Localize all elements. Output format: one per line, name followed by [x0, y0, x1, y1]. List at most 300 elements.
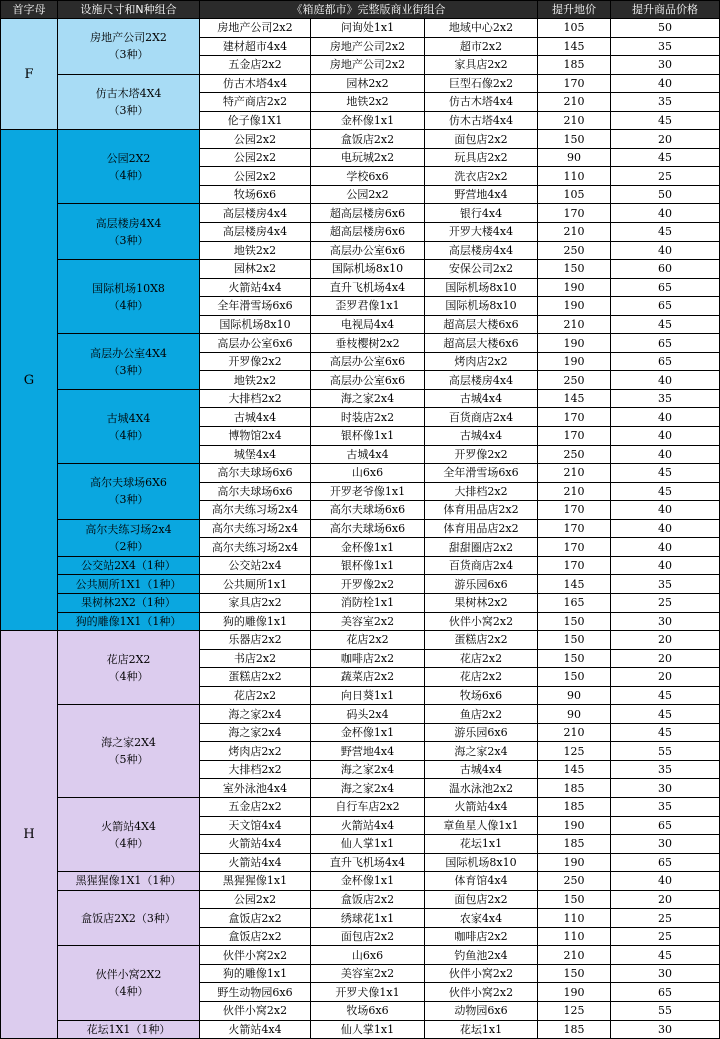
header-combo: 《箱庭都市》完整版商业街组合 — [200, 1, 538, 19]
combo-item-1: 书店2x2 — [200, 649, 311, 668]
land-value-cell: 190 — [538, 853, 611, 872]
combo-item-2: 高尔夫球场6x6 — [311, 519, 425, 538]
land-value-cell: 105 — [538, 19, 611, 38]
facility-name: 公共厕所1X1（1种） — [75, 577, 182, 591]
combo-item-2: 问询处1x1 — [311, 19, 425, 38]
land-value-cell: 170 — [538, 501, 611, 520]
combo-item-3: 巨型石像2x2 — [425, 74, 538, 93]
land-value-cell: 110 — [538, 167, 611, 186]
table-row — [1, 556, 720, 575]
price-cell: 45 — [611, 111, 720, 130]
facility-name: 公交站2X4（1种） — [81, 559, 176, 573]
facility-cell — [58, 593, 200, 612]
facility-cell — [58, 19, 200, 75]
facility-name: 盒饭店2X2（3种） — [81, 911, 176, 925]
table-row — [1, 575, 720, 594]
land-value-cell: 145 — [538, 389, 611, 408]
land-value-cell: 150 — [538, 890, 611, 909]
combo-item-2: 自行车店2x2 — [311, 797, 425, 816]
price-cell: 45 — [611, 148, 720, 167]
combo-item-1: 高尔夫练习场2x4 — [200, 501, 311, 520]
combo-item-2: 盒饭店2x2 — [311, 130, 425, 149]
combo-item-3: 体育用品店2x2 — [425, 501, 538, 520]
combo-item-3: 超市2x2 — [425, 37, 538, 56]
combo-item-3: 高层楼房4x4 — [425, 241, 538, 260]
combo-item-3: 百货商店2x4 — [425, 556, 538, 575]
combo-item-2: 银杯像1x1 — [311, 556, 425, 575]
facility-cell — [58, 946, 200, 1020]
table-row — [1, 260, 720, 279]
combo-item-1: 黑猩猩像1x1 — [200, 872, 311, 891]
combo-item-2: 金杯像1x1 — [311, 111, 425, 130]
facility-name: 仿古木塔4X4 — [95, 86, 162, 100]
combo-item-2: 码头2x4 — [311, 705, 425, 724]
land-value-cell: 90 — [538, 686, 611, 705]
price-cell: 25 — [611, 927, 720, 946]
facility-name: 国际机场10X8 — [92, 281, 165, 295]
combo-item-2: 地铁2x2 — [311, 93, 425, 112]
combo-item-3: 鱼店2x2 — [425, 705, 538, 724]
combo-item-1: 火箭站4x4 — [200, 853, 311, 872]
combo-item-2: 园林2x2 — [311, 74, 425, 93]
facility-name: 公园2X2 — [106, 151, 151, 165]
land-value-cell: 110 — [538, 927, 611, 946]
combo-item-2: 公园2x2 — [311, 185, 425, 204]
combo-item-3: 玩具店2x2 — [425, 148, 538, 167]
table-row — [1, 519, 720, 538]
facility-count: （3种） — [108, 233, 149, 247]
combo-item-3: 高层楼房4x4 — [425, 371, 538, 390]
facility-name: 高层楼房4X4 — [95, 216, 162, 230]
price-cell: 45 — [611, 705, 720, 724]
facility-count: （4种） — [108, 669, 149, 683]
combo-item-1: 家具店2x2 — [200, 593, 311, 612]
combo-item-2: 金杯像1x1 — [311, 723, 425, 742]
combo-item-3: 国际机场8x10 — [425, 297, 538, 316]
combo-item-3: 超高层大楼6x6 — [425, 334, 538, 353]
combo-item-2: 山6x6 — [311, 946, 425, 965]
combo-item-1: 花店2x2 — [200, 686, 311, 705]
facility-cell — [58, 556, 200, 575]
combo-item-2: 绣球花1x1 — [311, 909, 425, 928]
price-cell: 40 — [611, 445, 720, 464]
land-value-cell: 185 — [538, 56, 611, 75]
combo-item-2: 蔬菜店2x2 — [311, 668, 425, 687]
price-cell: 65 — [611, 297, 720, 316]
facility-cell — [58, 705, 200, 798]
combo-item-1: 伙伴小窝2x2 — [200, 946, 311, 965]
price-cell: 50 — [611, 185, 720, 204]
combo-item-3: 国际机场8x10 — [425, 853, 538, 872]
land-value-cell: 210 — [538, 93, 611, 112]
facility-count: （5种） — [108, 753, 149, 767]
facility-name: 花坛1X1（1种） — [86, 1022, 171, 1036]
combo-item-1: 五金店2x2 — [200, 56, 311, 75]
combo-item-3: 甜甜圈店2x2 — [425, 538, 538, 557]
combo-item-1: 烤肉店2x2 — [200, 742, 311, 761]
combo-item-1: 建材超市4x4 — [200, 37, 311, 56]
facility-count: （3种） — [108, 48, 149, 62]
land-value-cell: 210 — [538, 464, 611, 483]
price-cell: 45 — [611, 723, 720, 742]
price-cell: 35 — [611, 93, 720, 112]
combo-item-3: 面包店2x2 — [425, 130, 538, 149]
combo-item-2: 开罗犬像1x1 — [311, 983, 425, 1002]
facility-cell — [58, 519, 200, 556]
combo-item-2: 美容室2x2 — [311, 964, 425, 983]
price-cell: 30 — [611, 1020, 720, 1039]
facility-cell — [58, 260, 200, 334]
land-value-cell: 210 — [538, 482, 611, 501]
combo-item-1: 高层楼房4x4 — [200, 204, 311, 223]
combo-item-3: 古城4x4 — [425, 760, 538, 779]
land-value-cell: 190 — [538, 352, 611, 371]
land-value-cell: 250 — [538, 371, 611, 390]
combo-item-3: 花店2x2 — [425, 649, 538, 668]
combo-item-3: 古城4x4 — [425, 389, 538, 408]
land-value-cell: 170 — [538, 204, 611, 223]
land-value-cell: 90 — [538, 705, 611, 724]
table-row — [1, 612, 720, 631]
combo-item-1: 火箭站4x4 — [200, 1020, 311, 1039]
facility-name: 古城4X4 — [106, 411, 151, 425]
letter-cell: G — [1, 130, 58, 631]
land-value-cell: 250 — [538, 872, 611, 891]
combo-item-1: 国际机场8x10 — [200, 315, 311, 334]
combo-item-2: 银杯像1x1 — [311, 427, 425, 446]
land-value-cell: 250 — [538, 445, 611, 464]
combo-item-3: 果树林2x2 — [425, 593, 538, 612]
land-value-cell: 210 — [538, 111, 611, 130]
land-value-cell: 210 — [538, 315, 611, 334]
facility-cell — [58, 74, 200, 130]
combo-item-1: 乐器店2x2 — [200, 631, 311, 650]
table-row — [1, 1020, 720, 1039]
combo-item-2: 火箭站4x4 — [311, 816, 425, 835]
combo-item-3: 国际机场8x10 — [425, 278, 538, 297]
land-value-cell: 210 — [538, 723, 611, 742]
land-value-cell: 150 — [538, 612, 611, 631]
combo-item-2: 歪罗君像1x1 — [311, 297, 425, 316]
price-cell: 25 — [611, 593, 720, 612]
combo-item-2: 垂枝樱树2x2 — [311, 334, 425, 353]
land-value-cell: 185 — [538, 1020, 611, 1039]
land-value-cell: 185 — [538, 835, 611, 854]
facility-name: 果树林2X2（1种） — [81, 596, 176, 610]
letter-cell: H — [1, 631, 58, 1039]
price-cell: 40 — [611, 74, 720, 93]
table-row — [1, 204, 720, 223]
land-value-cell: 185 — [538, 797, 611, 816]
combo-item-2: 海之家2x4 — [311, 389, 425, 408]
facility-cell — [58, 1020, 200, 1039]
price-cell: 55 — [611, 1001, 720, 1020]
facility-count: （3种） — [108, 363, 149, 377]
land-value-cell: 210 — [538, 223, 611, 242]
combo-item-1: 火箭站4x4 — [200, 835, 311, 854]
combo-item-3: 百货商店2x4 — [425, 408, 538, 427]
combo-item-1: 全年滑雪场6x6 — [200, 297, 311, 316]
facility-count: （3种） — [108, 103, 149, 117]
combo-item-3: 安保公司2x2 — [425, 260, 538, 279]
price-cell: 40 — [611, 872, 720, 891]
combo-item-2: 消防栓1x1 — [311, 593, 425, 612]
table-row — [1, 334, 720, 353]
combo-item-2: 牧场6x6 — [311, 1001, 425, 1020]
combo-item-2: 时装店2x2 — [311, 408, 425, 427]
combo-item-1: 海之家2x4 — [200, 705, 311, 724]
price-cell: 30 — [611, 612, 720, 631]
land-value-cell: 150 — [538, 668, 611, 687]
combo-item-2: 房地产公司2x2 — [311, 56, 425, 75]
facility-count: （2种） — [108, 539, 149, 553]
combo-item-3: 蛋糕店2x2 — [425, 631, 538, 650]
combo-item-3: 古城4x4 — [425, 427, 538, 446]
combo-item-3: 烤肉店2x2 — [425, 352, 538, 371]
header-facility: 设施尺寸和N种组合 — [58, 1, 200, 19]
price-cell: 45 — [611, 464, 720, 483]
land-value-cell: 190 — [538, 816, 611, 835]
price-cell: 65 — [611, 334, 720, 353]
price-cell: 30 — [611, 779, 720, 798]
combo-item-2: 面包店2x2 — [311, 927, 425, 946]
facility-name: 狗的雕像1X1（1种） — [75, 614, 182, 628]
combo-item-1: 高尔夫练习场2x4 — [200, 538, 311, 557]
combo-item-1: 房地产公司2x2 — [200, 19, 311, 38]
combo-item-2: 房地产公司2x2 — [311, 37, 425, 56]
price-cell: 65 — [611, 983, 720, 1002]
combo-item-1: 狗的雕像1x1 — [200, 964, 311, 983]
facility-name: 高尔夫练习场2x4 — [85, 522, 172, 536]
land-value-cell: 210 — [538, 946, 611, 965]
table-row — [1, 130, 720, 149]
facility-name: 黑猩猩像1X1（1种） — [75, 874, 182, 888]
price-cell: 55 — [611, 742, 720, 761]
land-value-cell: 190 — [538, 983, 611, 1002]
price-cell: 40 — [611, 241, 720, 260]
combo-item-1: 火箭站4x4 — [200, 278, 311, 297]
facility-count: （4种） — [108, 298, 149, 312]
combo-item-3: 农家4x4 — [425, 909, 538, 928]
table-row — [1, 890, 720, 909]
combo-item-3: 体育用品店2x2 — [425, 519, 538, 538]
facility-name: 高尔夫球场6X6 — [90, 476, 167, 490]
land-value-cell: 185 — [538, 779, 611, 798]
land-value-cell: 125 — [538, 1001, 611, 1020]
combo-item-1: 海之家2x4 — [200, 723, 311, 742]
combo-item-2: 高层办公室6x6 — [311, 241, 425, 260]
land-value-cell: 190 — [538, 297, 611, 316]
facility-name: 花店2X2 — [106, 652, 151, 666]
land-value-cell: 110 — [538, 909, 611, 928]
combo-item-1: 高尔夫球场6x6 — [200, 482, 311, 501]
combo-item-2: 仙人掌1x1 — [311, 1020, 425, 1039]
combo-item-3: 仿木古塔4x4 — [425, 111, 538, 130]
price-cell: 40 — [611, 408, 720, 427]
table-row — [1, 464, 720, 483]
combo-item-2: 山6x6 — [311, 464, 425, 483]
combo-item-1: 古城4x4 — [200, 408, 311, 427]
letter-cell: F — [1, 19, 58, 130]
price-cell: 35 — [611, 37, 720, 56]
combo-item-3: 火箭站4x4 — [425, 797, 538, 816]
combo-item-3: 伙伴小窝2x2 — [425, 964, 538, 983]
combo-item-3: 游乐园6x6 — [425, 575, 538, 594]
price-cell: 65 — [611, 816, 720, 835]
combo-item-2: 国际机场8x10 — [311, 260, 425, 279]
facility-cell — [58, 872, 200, 891]
price-cell: 65 — [611, 853, 720, 872]
combo-item-3: 钓鱼池2x4 — [425, 946, 538, 965]
combo-item-1: 大排档2x2 — [200, 389, 311, 408]
facility-cell — [58, 890, 200, 946]
combo-item-1: 伦子像1X1 — [200, 111, 311, 130]
facility-count: （4种） — [108, 428, 149, 442]
land-value-cell: 165 — [538, 593, 611, 612]
table-row — [1, 631, 720, 650]
combo-item-2: 古城4x4 — [311, 445, 425, 464]
table-row — [1, 593, 720, 612]
combo-item-1: 伙伴小窝2x2 — [200, 1001, 311, 1020]
combo-item-3: 仿古木塔4x4 — [425, 93, 538, 112]
combo-item-1: 蛋糕店2x2 — [200, 668, 311, 687]
land-value-cell: 170 — [538, 538, 611, 557]
land-value-cell: 170 — [538, 519, 611, 538]
facility-name: 海之家2X4 — [101, 736, 156, 750]
combo-item-3: 伙伴小窝2x2 — [425, 983, 538, 1002]
land-value-cell: 150 — [538, 260, 611, 279]
price-cell: 20 — [611, 130, 720, 149]
combo-item-1: 博物馆2x4 — [200, 427, 311, 446]
combo-item-1: 五金店2x2 — [200, 797, 311, 816]
price-cell: 45 — [611, 315, 720, 334]
price-cell: 65 — [611, 278, 720, 297]
combo-item-2: 金杯像1x1 — [311, 872, 425, 891]
price-cell: 40 — [611, 427, 720, 446]
price-cell: 40 — [611, 556, 720, 575]
combo-item-2: 开罗像2x2 — [311, 575, 425, 594]
combo-item-2: 高尔夫球场6x6 — [311, 501, 425, 520]
land-value-cell: 250 — [538, 241, 611, 260]
combo-item-3: 咖啡店2x2 — [425, 927, 538, 946]
price-cell: 45 — [611, 946, 720, 965]
table-row — [1, 797, 720, 816]
combo-item-2: 电玩城2x2 — [311, 148, 425, 167]
land-value-cell: 170 — [538, 556, 611, 575]
combo-item-1: 公园2x2 — [200, 130, 311, 149]
table-row — [1, 389, 720, 408]
facility-count: （3种） — [108, 493, 149, 507]
land-value-cell: 150 — [538, 649, 611, 668]
combo-item-1: 牧场6x6 — [200, 185, 311, 204]
price-cell: 30 — [611, 56, 720, 75]
price-cell: 40 — [611, 519, 720, 538]
facility-cell — [58, 612, 200, 631]
combo-item-3: 牧场6x6 — [425, 686, 538, 705]
combo-item-3: 花店2x2 — [425, 668, 538, 687]
combo-item-1: 盒饭店2x2 — [200, 909, 311, 928]
combo-item-3: 家具店2x2 — [425, 56, 538, 75]
combo-item-2: 花店2x2 — [311, 631, 425, 650]
land-value-cell: 170 — [538, 427, 611, 446]
table-header-row — [1, 1, 720, 19]
land-value-cell: 90 — [538, 148, 611, 167]
combo-item-1: 盒饭店2x2 — [200, 927, 311, 946]
combo-item-3: 超高层大楼6x6 — [425, 315, 538, 334]
combo-item-2: 美容室2x2 — [311, 612, 425, 631]
combo-item-3: 游乐园6x6 — [425, 723, 538, 742]
price-cell: 45 — [611, 482, 720, 501]
price-cell: 25 — [611, 909, 720, 928]
combo-item-3: 大排档2x2 — [425, 482, 538, 501]
price-cell: 40 — [611, 538, 720, 557]
price-cell: 30 — [611, 964, 720, 983]
price-cell: 35 — [611, 389, 720, 408]
facility-count: （4种） — [108, 836, 149, 850]
combo-item-1: 高尔夫练习场2x4 — [200, 519, 311, 538]
combo-item-3: 全年滑雪场6x6 — [425, 464, 538, 483]
combo-item-3: 野营地4x4 — [425, 185, 538, 204]
facility-cell — [58, 204, 200, 260]
table-row — [1, 872, 720, 891]
combo-item-1: 仿古木塔4x4 — [200, 74, 311, 93]
table-body — [1, 19, 720, 1039]
combo-item-1: 公园2x2 — [200, 148, 311, 167]
combo-item-3: 开罗大楼4x4 — [425, 223, 538, 242]
combo-item-3: 温水泳池2x2 — [425, 779, 538, 798]
combo-item-3: 体育馆4x4 — [425, 872, 538, 891]
combo-item-2: 海之家2x4 — [311, 779, 425, 798]
combo-item-1: 大排档2x2 — [200, 760, 311, 779]
price-cell: 20 — [611, 649, 720, 668]
combo-item-2: 咖啡店2x2 — [311, 649, 425, 668]
combo-item-1: 城堡4x4 — [200, 445, 311, 464]
combo-item-2: 超高层楼房6x6 — [311, 204, 425, 223]
combo-item-3: 动物园6x6 — [425, 1001, 538, 1020]
combo-item-2: 直升飞机场4x4 — [311, 853, 425, 872]
facility-name: 高层办公室4X4 — [90, 346, 167, 360]
price-cell: 40 — [611, 204, 720, 223]
combo-item-1: 天文馆4x4 — [200, 816, 311, 835]
land-value-cell: 125 — [538, 742, 611, 761]
combo-item-1: 园林2x2 — [200, 260, 311, 279]
facility-cell — [58, 334, 200, 390]
combo-item-2: 金杯像1x1 — [311, 538, 425, 557]
facility-name: 房地产公司2X2 — [90, 31, 167, 45]
combo-item-2: 向日葵1x1 — [311, 686, 425, 705]
land-value-cell: 170 — [538, 408, 611, 427]
land-value-cell: 170 — [538, 74, 611, 93]
combo-item-3: 面包店2x2 — [425, 890, 538, 909]
table-row — [1, 74, 720, 93]
price-cell: 50 — [611, 19, 720, 38]
combo-item-1: 野生动物园6x6 — [200, 983, 311, 1002]
combo-item-2: 高层办公室6x6 — [311, 371, 425, 390]
table-row — [1, 705, 720, 724]
facility-cell — [58, 797, 200, 871]
combo-item-2: 直升飞机场4x4 — [311, 278, 425, 297]
combo-item-1: 公共厕所1x1 — [200, 575, 311, 594]
price-cell: 35 — [611, 575, 720, 594]
table-row — [1, 946, 720, 965]
combo-item-2: 仙人掌1x1 — [311, 835, 425, 854]
combo-item-3: 洗衣店2x2 — [425, 167, 538, 186]
price-cell: 40 — [611, 501, 720, 520]
price-cell: 20 — [611, 631, 720, 650]
facility-cell — [58, 575, 200, 594]
facility-name: 伙伴小窝2X2 — [95, 967, 162, 981]
combo-item-2: 野营地4x4 — [311, 742, 425, 761]
